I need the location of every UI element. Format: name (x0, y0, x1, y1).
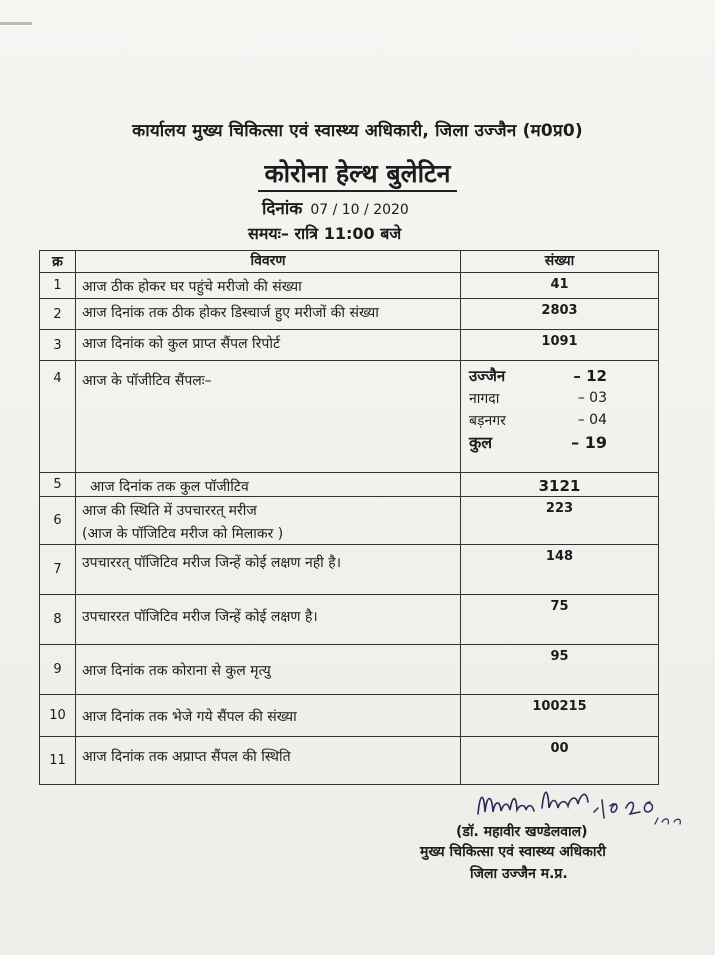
breakdown-count: – 19 (571, 432, 607, 452)
row-value: 41 (461, 273, 659, 299)
breakdown-item (469, 409, 652, 431)
breakdown-count: – 04 (577, 412, 607, 428)
row-desc-line2: (आज के पॉजिटिव मरीज को मिलाकर ) (82, 526, 284, 542)
row-desc: आज दिनांक तक कुल पॉजीटिव (76, 473, 461, 497)
row-desc: आज के पॉजीटिव सैंपलः– (76, 361, 461, 473)
table-header-row (40, 251, 659, 273)
breakdown-place: बड़नगर (469, 412, 506, 429)
row-desc: आज ठीक होकर घर पहुंचे मरीजो की संख्या (76, 273, 461, 299)
positive-breakdown-list (469, 365, 652, 453)
row-sno: 4 (40, 361, 76, 473)
table-row (40, 273, 659, 299)
row-sno: 3 (40, 330, 76, 361)
date-label: दिनांक (262, 199, 303, 219)
row-value: 95 (461, 645, 659, 695)
row-sno: 8 (40, 595, 76, 645)
row-desc (76, 497, 461, 545)
row-sno: 2 (40, 299, 76, 330)
table-row (40, 695, 659, 737)
table-row (40, 361, 659, 473)
handwritten-signature (470, 778, 695, 828)
table-row (40, 330, 659, 361)
row-value: 2803 (461, 299, 659, 330)
row-desc-line1: आज की स्थिति में उपचाररत् मरीज (82, 503, 257, 519)
row-desc: आज दिनांक तक ठीक होकर डिस्चार्ज हुए मरीजों की संख्या (76, 299, 461, 330)
signatory-place: जिला उज्जैन म.प्र. (470, 866, 568, 882)
table-row (40, 497, 659, 545)
signatory-name: (डॉ. महावीर खण्डेलवाल) (456, 824, 588, 840)
bulletin-time: समयः– रात्रि 11:00 बजे (248, 224, 402, 243)
row-sno: 7 (40, 545, 76, 595)
bulletin-title (0, 156, 715, 190)
breakdown-place: कुल (469, 433, 493, 452)
row-value: 3121 (461, 473, 659, 497)
bulletin-table (39, 250, 659, 785)
header-sno: क्र (40, 251, 76, 273)
row-sno: 9 (40, 645, 76, 695)
row-desc: उपचाररत् पॉजिटिव मरीज जिन्हें कोई लक्षण नही है। (76, 545, 461, 595)
row-value: 100215 (461, 695, 659, 737)
scan-artifact (0, 22, 32, 25)
row-sno: 6 (40, 497, 76, 545)
breakdown-count: – 03 (577, 390, 607, 406)
table-row (40, 545, 659, 595)
row-value: 75 (461, 595, 659, 645)
header-count: संख्या (461, 251, 659, 273)
bulletin-title-text: कोरोना हेल्थ बुलेटिन (258, 159, 456, 192)
breakdown-item (469, 387, 652, 409)
office-heading: कार्यालय मुख्य चिकित्सा एवं स्वास्थ्य अधिकारी, जिला उज्जैन (म0प्र0) (132, 121, 583, 141)
positive-breakdown (461, 361, 659, 473)
table-row (40, 595, 659, 645)
signatory-title: मुख्य चिकित्सा एवं स्वास्थ्य अधिकारी (420, 844, 606, 860)
row-value: 223 (461, 497, 659, 545)
row-value: 148 (461, 545, 659, 595)
row-desc: आज दिनांक तक भेजे गये सैंपल की संख्या (76, 695, 461, 737)
row-sno: 5 (40, 473, 76, 497)
table-row (40, 299, 659, 330)
table-row (40, 645, 659, 695)
breakdown-total (469, 431, 652, 453)
row-sno: 11 (40, 737, 76, 785)
breakdown-count: – 12 (573, 367, 607, 385)
row-value: 1091 (461, 330, 659, 361)
row-desc: उपचाररत पॉजिटिव मरीज जिन्हें कोई लक्षण है। (76, 595, 461, 645)
row-desc: आज दिनांक तक कोराना से कुल मृत्यु (76, 645, 461, 695)
table-row (40, 473, 659, 497)
date-value: 07 / 10 / 2020 (310, 202, 409, 218)
breakdown-place: उज्जैन (469, 367, 506, 385)
header-desc: विवरण (76, 251, 461, 273)
row-desc: आज दिनांक को कुल प्राप्त सैंपल रिपोर्ट (76, 330, 461, 361)
row-value: 00 (461, 737, 659, 785)
breakdown-place: नागदा (469, 390, 500, 407)
breakdown-item (469, 365, 652, 387)
bulletin-date (262, 196, 409, 219)
row-sno: 10 (40, 695, 76, 737)
row-desc: आज दिनांक तक अप्राप्त सैंपल की स्थिति (76, 737, 461, 785)
row-sno: 1 (40, 273, 76, 299)
